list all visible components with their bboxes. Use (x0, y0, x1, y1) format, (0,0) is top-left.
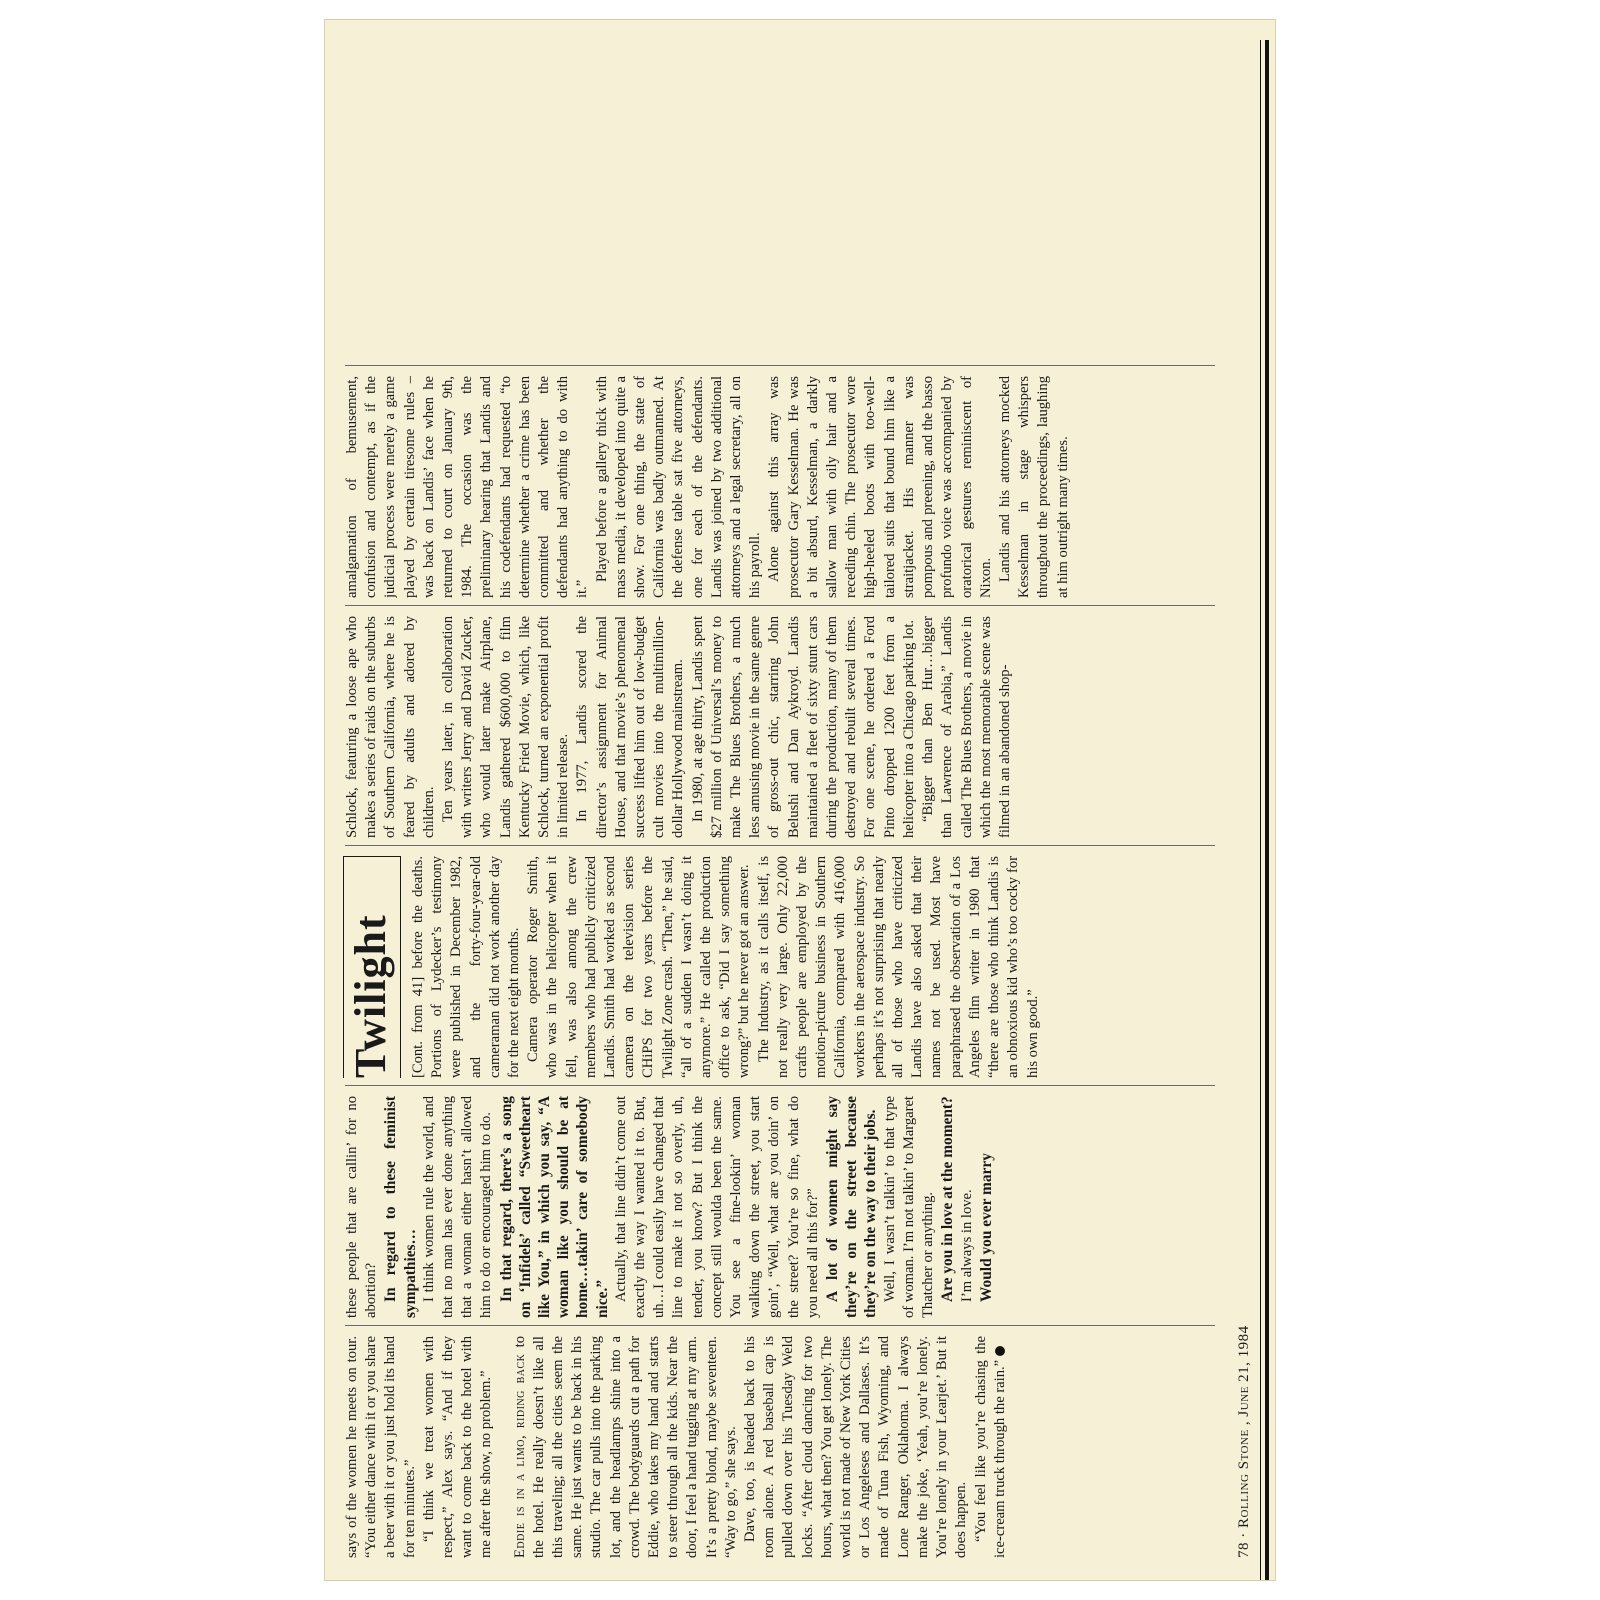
paragraph: In 1977, Landis scored the director’s assignment for Animal House, and that movie’s phenomenal success lifted him out of low-budget cult movies into the multimillion-dollar Hollywood mainstream. (574, 616, 687, 838)
footer-rule-heavy (1265, 40, 1269, 1580)
paragraph: “Bigger than Ben Hur…bigger than Lawrence of Arabia,” Landis called The Blues Brothers, a movie in which the most memorable scene was filmed in an abandoned shop- (920, 616, 1013, 838)
paragraph (972, 1336, 1010, 1558)
paragraph: Played before a gallery thick with mass media, it developed into quite a show. For one thing, the state of California was badly outmanned. At the defense table sat five attorneys, one for each of the defendants. Landis was joined by two additional attorneys and a legal secretary, all on his payroll. (593, 376, 764, 598)
paragraph: Landis and his attorneys mocked Kesselman in stage whispers throughout the proceedings, laughing at him outright many times. (996, 376, 1071, 598)
page-number: 78 (1236, 1542, 1252, 1558)
article-column-1 (343, 1336, 1223, 1558)
section-headline: Twilight (343, 856, 401, 1078)
page-folio (1236, 1325, 1253, 1558)
question: Are you in love at the moment? (939, 1096, 957, 1302)
paragraph: Schlock, featuring a loose ape who makes a series of raids on the suburbs of Southern California, where he is feared by adults and adored by children. (344, 616, 437, 838)
paragraph: In 1980, at age thirty, Landis spent $27 million of Universal’s money to make The Blues Brothers, a much less amusing movie in the same genre of gross-out chic, starring John Belushi and Dan Aykroyd. Landis maintained a fleet of sixty stunt cars during the production, many of them destroyed and rebuilt several times. For one scene, he ordered a Ford Pinto dropped 1200 feet from a helicopter into a Chicago parking lot. (689, 616, 917, 838)
paragraph: “I think we treat women with respect,” Alex says. “And if they want to come back to the hotel with me after the show, no problem.” (420, 1336, 495, 1558)
paragraph: Ten years later, in collaboration with writers Jerry and David Zucker, who would later make Airplane, Landis gathered $600,000 to film Kentucky Fried Movie, which, like Schlock, turned an exponential profit in limited release. (440, 616, 572, 838)
paragraph: Alone against this array was prosecutor Gary Kesselman. He was a bit absurd, Kesselman, a darkly sallow man with oily hair and a receding chin. The prosecutor wore high-heeled boots with too-well-tailored suits that bound him like a straitjacket. His manner was pompous and preening, and the basso profundo voice was accompanied by oratorical gestures reminiscent of Nixon. (766, 376, 994, 598)
issue-date: June 21, 1984 (1236, 1325, 1252, 1417)
section-paragraph (511, 1336, 741, 1558)
folio-separator: · (1236, 1528, 1252, 1538)
paragraph: amalgamation of bemusement, confusion and contempt, as if the judicial process were merely a game played by certain tiresome rules – was back on Landis’ face when he returned to court on January 9th, 1984. The occasion was the preliminary hearing that Landis and his codefendants had requested “to determine whether a crime has been committed and whether the defendants had anything to do with it.” (344, 376, 591, 598)
folio-separator: , (1236, 1416, 1252, 1426)
question: A lot of women might say they’re on the street because they’re on the way to their jobs. (824, 1096, 880, 1318)
magazine-page (325, 20, 1275, 1580)
column-rule (345, 605, 1215, 606)
column-rule (345, 1325, 1215, 1326)
question: In that regard, there’s a song on ‘Infidels’ called “Sweetheart like You,” in which you say, “A woman like you should be at home…takin’ care of somebody nice.” (497, 1096, 611, 1318)
article-column-5 (343, 376, 1223, 598)
answer-paragraph: I think women rule the world, and that no man has ever done anything that a woman either hasn’t allowed him to do or encouraged him to do. (420, 1096, 495, 1318)
paragraph-text: “You feel like you’re chasing the ice-cream truck through the rain.” (972, 1336, 1008, 1558)
question: In regard to these feminist sympathies… (382, 1096, 419, 1318)
column-rule (345, 1085, 1215, 1086)
paragraph: Dave, too, is headed back to his room alone. A red baseball cap is pulled down over his Tuesday Weld locks. “After cloud dancing for two hours, what then? You get lonely. The world is not made of New York Cities or Los Angeleses and Dallases. It’s made of Tuna Fish, Wyoming, and Lone Ranger, Oklahoma. I always make the joke, ‘Yeah, you’re lonely. You’re lonely in your Learjet.’ But it does happen. (742, 1336, 970, 1558)
empty-column (343, 136, 1223, 358)
answer-paragraph: these people that are callin’ for no abortion? (344, 1096, 380, 1318)
column-rule (345, 845, 1215, 846)
answer-paragraph: Well, I wasn’t talkin’ to that type of woman. I’m not talkin’ to Margaret Thatcher or anything. (881, 1096, 937, 1318)
answer-paragraph: Actually, that line didn’t come out exactly the way I wanted it to. But, uh…I could easily have changed that line to make it not so overly, uh, tender, you know? But I think the concept still woulda been the same. You see a fine-lookin’ woman walking down the street, you start goin’, “Well, what are you doin’ on the street? You’re so fine, what do you need all this for?” (612, 1096, 821, 1318)
magazine-name: Rolling Stone (1236, 1429, 1252, 1528)
answer-paragraph: I’m always in love. (958, 1189, 975, 1302)
paragraph: The Industry, as it calls itself, is not really very large. Only 22,000 crafts people are employed by the motion-picture business in Southern California, compared with 416,000 workers in the aerospace industry. So perhaps it’s not surprising that nearly all of those who have criticized Landis have also asked that their names not be used. Most have paraphrased the observation of a Los Angeles film writer in 1980 that “there are those who think Landis is an obnoxious kid who’s too cocky for his own good.” (755, 856, 1041, 1078)
end-mark-icon (995, 1346, 1005, 1356)
paragraph: says of the women he meets on tour. “You either dance with it or you share a beer with it or you just hold its hand for ten minutes.” (344, 1336, 418, 1558)
question: Would you ever marry (977, 1153, 995, 1302)
article-column-twilight (343, 856, 1223, 1078)
interview-column (343, 1096, 1223, 1318)
article-column-4 (343, 616, 1223, 838)
paragraph: Camera operator Roger Smith, who was in the helicopter when it fell, was also among the crew members who had publicly criticized Landis. Smith had worked as second camera on the television series CHiPS for two years before the Twilight Zone crash. “Then,” he said, “all of a sudden I wasn’t doing it anymore.” He called the production office to ask, “Did I say something wrong?” but he never got an answer. (525, 856, 753, 1078)
column-rule (345, 365, 1215, 366)
section-lead-in: Eddie is in a limo, riding back (511, 1353, 528, 1558)
paragraph: [Cont. from 41] before the deaths. Portions of Lydecker’s testimony were published in December 1982, and the forty-four-year-old cameraman did not work another day for the next eight months. (410, 856, 523, 1078)
paragraph-text: to the hotel. He really doesn’t like all this traveling; all the cities seem the same. He just wants to be back in his studio. The car pulls into the parking lot, and the headlamps shine into a crowd. The bodyguards cut a path for Eddie, who takes my hand and starts to steer through all the kids. Near the door, I feel a hand tugging at my arm. It’s a pretty blond, maybe seventeen. “Way to go,” she says. (511, 1336, 739, 1558)
footer-rule-thin (1260, 40, 1262, 1580)
